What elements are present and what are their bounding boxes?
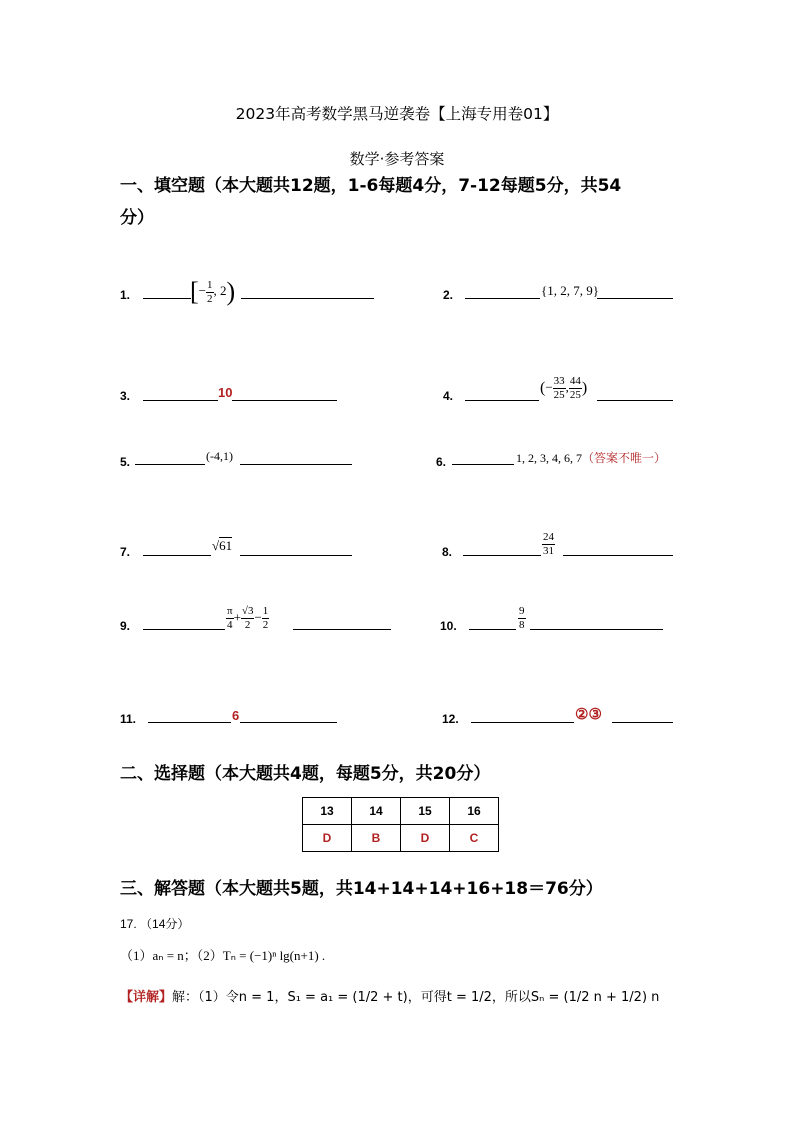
item-11-answer: 6 bbox=[232, 708, 240, 723]
item-label: 3. bbox=[120, 389, 131, 403]
answer-underline bbox=[465, 400, 539, 401]
section-1-heading bbox=[120, 170, 621, 234]
fill-item-3 bbox=[120, 385, 130, 404]
item-label: 12. bbox=[442, 712, 459, 726]
answer-underline bbox=[240, 555, 352, 556]
question-17-label: 17. （14分） bbox=[120, 917, 190, 931]
table-header-cell: 14 bbox=[352, 798, 401, 825]
fill-item-6 bbox=[436, 451, 446, 470]
item-6-answer bbox=[516, 449, 666, 466]
answer-underline bbox=[240, 722, 337, 723]
answer-underline bbox=[143, 400, 218, 401]
answer-underline bbox=[240, 464, 352, 465]
item-label: 7. bbox=[120, 545, 131, 559]
item-9-answer: $\frac{\pi}{4}$ + $\frac{√3}{2}$ − $\frac{1}{2}$ bbox=[227, 605, 269, 631]
item-1-answer: [− $\frac{1}{2}$ , 2) bbox=[190, 277, 236, 306]
answer-underline bbox=[471, 722, 574, 723]
question-17-answer: （1）aₙ = n；（2）Tₙ = (−1)ⁿ lg(n+1) . bbox=[120, 948, 326, 963]
choice-answer-table bbox=[302, 797, 499, 852]
item-2-answer: {1, 2, 7, 9} bbox=[541, 283, 599, 298]
fill-item-9 bbox=[120, 615, 130, 634]
answer-underline bbox=[597, 400, 673, 401]
item-label: 2. bbox=[443, 288, 454, 302]
section-3-heading: 三、解答题（本大题共5题，共14+14+14+16+18＝76分） bbox=[120, 879, 603, 899]
section-1-heading-line2: 分） bbox=[120, 208, 154, 228]
answer-underline bbox=[135, 464, 205, 465]
document-title: 2023年高考数学黑马逆袭卷【上海专用卷01】 bbox=[235, 105, 559, 123]
fill-item-5 bbox=[120, 451, 130, 470]
table-answer-cell: D bbox=[303, 825, 352, 852]
answer-underline bbox=[452, 464, 514, 465]
item-6-answer-value: 1, 2, 3, 4, 6, 7 bbox=[516, 451, 582, 465]
detail-text: 解：（1）令n = 1，S₁ = a₁ = (1/2 + t)，可得t = 1/2，所以Sₙ = (1/2 n + 1/2) n bbox=[172, 990, 660, 1005]
section-2-heading: 二、选择题（本大题共4题，每题5分，共20分） bbox=[120, 764, 491, 784]
item-label: 6. bbox=[436, 455, 447, 469]
answer-underline bbox=[469, 629, 516, 630]
fill-item-4 bbox=[443, 385, 453, 404]
table-answer-cell: D bbox=[401, 825, 450, 852]
answer-underline bbox=[597, 298, 673, 299]
table-header-row bbox=[303, 798, 499, 825]
item-label: 5. bbox=[120, 455, 131, 469]
table-answer-row bbox=[303, 825, 499, 852]
answer-underline bbox=[148, 722, 231, 723]
item-10-answer: $\frac{9}{8}$ bbox=[519, 605, 525, 631]
table-header-cell: 16 bbox=[450, 798, 499, 825]
fill-item-2 bbox=[443, 284, 453, 303]
fill-item-1 bbox=[120, 284, 130, 303]
table-answer-cell: C bbox=[450, 825, 499, 852]
fill-item-7 bbox=[120, 541, 130, 560]
fill-item-10 bbox=[440, 615, 457, 634]
answer-underline bbox=[143, 629, 225, 630]
item-7-answer: √61 bbox=[212, 538, 233, 553]
answer-underline bbox=[143, 298, 191, 299]
item-label: 11. bbox=[120, 712, 137, 726]
item-4-answer: (− $\frac{33}{25}$ , $\frac{44}{25}$ ) bbox=[540, 375, 588, 401]
fill-item-11 bbox=[120, 708, 136, 727]
item-12-answer: ②③ bbox=[575, 706, 602, 723]
answer-underline bbox=[143, 555, 211, 556]
detail-tag: 【详解】 bbox=[120, 990, 173, 1005]
table-header-cell: 15 bbox=[401, 798, 450, 825]
answer-underline bbox=[465, 298, 540, 299]
document-subtitle: 数学·参考答案 bbox=[349, 150, 445, 168]
item-5-answer: (-4,1) bbox=[206, 449, 233, 463]
fill-item-8 bbox=[442, 541, 452, 560]
question-17-detail bbox=[120, 986, 659, 1005]
answer-underline bbox=[530, 629, 663, 630]
item-label: 1. bbox=[120, 288, 131, 302]
section-1-heading-line1: 一、填空题（本大题共12题，1-6每题4分，7-12每题5分，共54 bbox=[120, 176, 622, 196]
item-6-note: （答案不唯一） bbox=[582, 451, 667, 465]
fill-item-12 bbox=[442, 708, 459, 727]
answer-underline bbox=[563, 555, 673, 556]
table-header-cell: 13 bbox=[303, 798, 352, 825]
answer-underline bbox=[293, 629, 391, 630]
answer-underline bbox=[241, 298, 374, 299]
answer-underline bbox=[612, 722, 673, 723]
table-answer-cell: B bbox=[352, 825, 401, 852]
item-label: 4. bbox=[443, 389, 454, 403]
item-3-answer: 10 bbox=[218, 385, 233, 400]
item-8-answer: $\frac{24}{31}$ bbox=[543, 531, 554, 557]
answer-underline bbox=[463, 555, 541, 556]
item-label: 8. bbox=[442, 545, 453, 559]
item-label: 10. bbox=[440, 619, 457, 633]
answer-underline bbox=[232, 400, 337, 401]
item-label: 9. bbox=[120, 619, 131, 633]
